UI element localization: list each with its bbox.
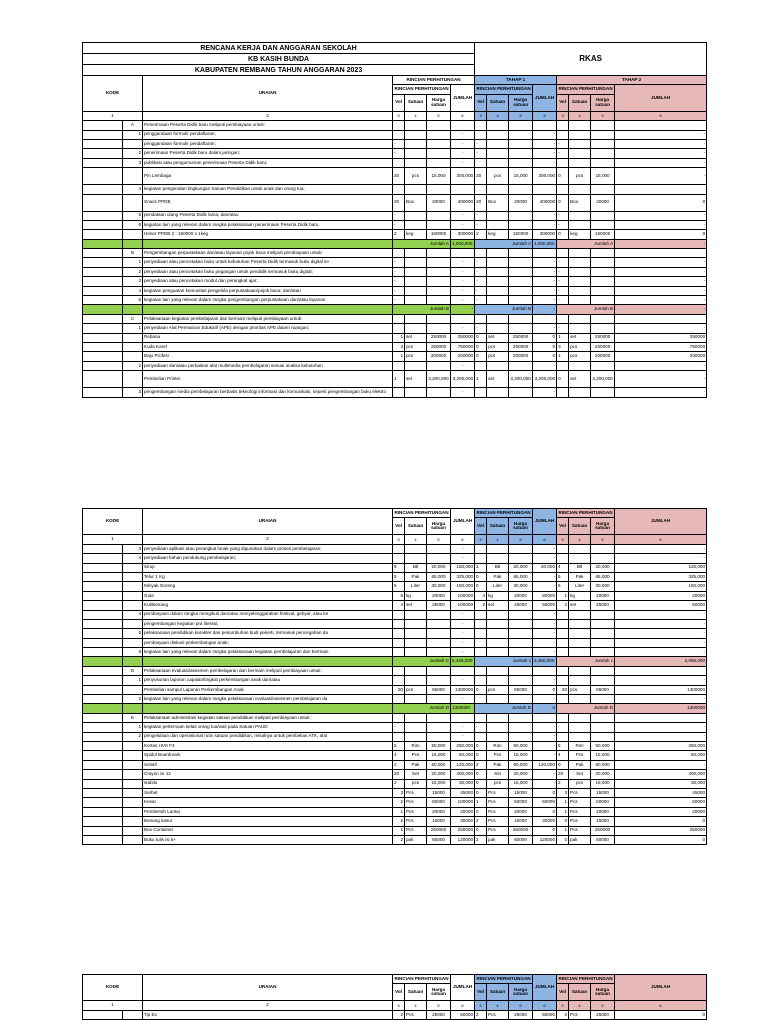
- table-row: Buku tulis isi 5+ 2 pak 60000 120000 2 pak 60000 120000 0 pak 60000 0: [83, 835, 707, 844]
- table-row: 3 publikasi atau pengumuman penerimaan Peserta Didik baru; - - -: [83, 158, 707, 167]
- table-row: 1 penggandaan formulir pendaftaran; - - -: [83, 130, 707, 139]
- col-vol-t2: Vol: [557, 94, 569, 111]
- col-jumlah: JUMLAH: [451, 85, 475, 111]
- row-label: penggandaan formulir pendaftaran;: [143, 130, 393, 139]
- row-label: Pembelian Printer: [143, 371, 393, 388]
- table-row: Kesat 2 Pcs 50000 100000 1 Pcs 50000 50000 1 Pcs 50000 50000: [83, 798, 707, 807]
- table-row: penggandaan formulir pendaftaran; - - - - - -: [83, 139, 707, 148]
- table-row: 5 kegiatan lain yang relevan dalam rangka pengembangan perpustakaan dan/atau layanan - - - - - -: [83, 296, 707, 305]
- table-row: Pembersih Lantai 1 Pcs 20000 20000 0 Pcs 20000 0 1 Pcs 20000 20000: [83, 807, 707, 816]
- table-row: Pembelian Printer 1 set 3,200,000 3,200,000 1 set 3,200,000 3,200,000 0 set 3,200,000 -: [83, 371, 707, 388]
- row-label: Rebana: [143, 333, 393, 342]
- table-row: Minyak Goreng 5 Liter 30,000 150,000 0 Liter 30,000 - 5 Liter 30,000 150,000: [83, 582, 707, 591]
- colnum-5: 5: [509, 111, 533, 120]
- table-row: pengembangan kegiatan pra literasi; - - -: [83, 619, 707, 628]
- table-row: pembiayaan diskusi perkembangan anak; - - -: [83, 638, 707, 647]
- table-row: 4 pembiayaan dalam rangka mengikuti dan/atau menyelenggarakan festival, gebyar, atau ke - - -: [83, 610, 707, 619]
- rkas-label: RKAS: [475, 43, 707, 76]
- table-row: 2 penyediaan dan/atau perbaikan alat multimedia pembelajaran sesuai analisa kebutuhan - - -: [83, 361, 707, 370]
- school-name: KB KASIH BUNDA: [83, 54, 475, 65]
- row-label: penyediaan atau pencetakan buku pegangan untuk pendidik termasuk buku digital;: [143, 267, 393, 276]
- col-rincian: RINCIAN PERHITUNGAN: [393, 76, 475, 85]
- colnum-4: 4: [569, 111, 591, 120]
- row-label: Honor PPDB 2 : 150000 x 1keg: [143, 230, 393, 239]
- row-label: penggandaan formulir pendaftaran;: [143, 139, 393, 148]
- row-label: kegiatan penguatan komunitas pengelola perpustakaan/pojok baca; dan/atau: [143, 286, 393, 295]
- table-row: 5 pendataan ulang Peserta Didik lama; dan/atau - - - - - -: [83, 211, 707, 220]
- row-label: kegiatan lain yang relevan dalam rangka pengembangan perpustakaan dan/atau layanan: [143, 296, 393, 305]
- colnum-3: 3: [393, 111, 405, 120]
- colnum-3: 3: [557, 111, 569, 120]
- col-uraian: URAIAN: [143, 509, 393, 535]
- table-row: Baju Profesi 1 pcs 200000 200000 0 pcs 200000 0 1 pcs 200000 200000: [83, 352, 707, 361]
- table-row: Crayon isi 12 20 Set 20,000 400,000 0 Set 20,000 - 20 Set 20,000 400,000: [83, 770, 707, 779]
- colnum-4: 4: [405, 111, 427, 120]
- col-harga-t1: Harga satuan: [509, 94, 533, 111]
- table-row: B Pengembangan perpustakaan dan/atau layanan pojok baca meliputi pembiayaan untuk:: [83, 249, 707, 258]
- subtotal-row: Jumlah B - Jumlah B - Jumlah B -: [83, 305, 707, 314]
- col-kode: KODE: [83, 76, 143, 112]
- section-code: A: [123, 121, 143, 130]
- row-label: pendataan ulang Peserta Didik lama; dan/atau: [143, 211, 393, 220]
- col-vol-t1: Vol: [475, 94, 487, 111]
- table-row: 2 penerimaan Peserta Didik baru dalam jaringan; - - - - - -: [83, 149, 707, 158]
- table-row: Sirup 5 Btl 20,000 150,000 1 Btl 20,000 20,000 4 Btl 20,000 120,000: [83, 563, 707, 572]
- col-satuan-t1: Satuan: [487, 94, 509, 111]
- fiscal-year: KABUPATEN REMBANG TAHUN ANGGARAN 2023: [83, 65, 475, 76]
- table-row: 4 kegiatan pengenalan lingkungan Satuan Pendidikan untuk anak dan orang tua;: [83, 185, 707, 194]
- row-label: penyediaan dan/atau perbaikan alat multimedia pembelajaran sesuai analisa kebutuhan: [143, 361, 393, 370]
- table-row: Kulitsenang 4 set 25000 100000 2 set 25000 50000 2 set 25000 50000: [83, 601, 707, 610]
- row-label: Pin Lembaga: [143, 168, 393, 185]
- row-label: publikasi atau pengumuman penerimaan Peserta Didik baru;: [143, 158, 393, 167]
- table-row: 1 penyusunan laporan capaian/tingkat perkembangan anak dan/atau - - -: [83, 676, 707, 685]
- colnum-5: 5: [427, 111, 451, 120]
- row-label: penyediaan Alat Permainan Edukatif (APE) dengan prioritas APE dalam ruangan;: [143, 324, 393, 333]
- col-jumlah-t1: JUMLAH: [533, 85, 557, 111]
- subtotal-row: Jumlah D 1300000 Jumlah D 0 Jumlah D 1300000: [83, 704, 707, 713]
- table-row: 1 kegiatan pertemuan kelas orang tua/wali pada Satuan PAUD - - - - - -: [83, 723, 707, 732]
- col-harga-t2: Harga satuan: [591, 94, 615, 111]
- table-row: 4 kegiatan penguatan komunitas pengelola perpustakaan/pojok baca; dan/atau - - - - - -: [83, 286, 707, 295]
- colnum-1: 1: [83, 111, 143, 120]
- col-jumlah-t2: JUMLAH: [615, 85, 707, 111]
- colnum-6: 6: [615, 111, 707, 120]
- section-title: Pelaksanaan kegiatan pembelajaran dan bermain meliputi pembiayaan untuk:: [143, 314, 393, 323]
- table-row: Pembelian sampul Laporan Perkembangan Anak 20 pcs 65000 1300000 0 pcs 65000 0 20 pcs 65000 1300000: [83, 685, 707, 694]
- table-row: Kuda Karet 3 pcs 250000 750000 0 pcs 250000 0 3 pcs 250000 750000: [83, 342, 707, 351]
- section-title: Penerimaan Peserta Didik baru meliputi pembiayaan untuk:: [143, 121, 393, 130]
- table-row: Snack PPDB 20 Box 20000 400000 20 Box 20000 400000 0 Box 20000 0: [83, 194, 707, 211]
- table-row: 6 kegiatan lain yang relevan dalam rangka pelaksanaan kegiatan pembelajaran dan bermain - - -: [83, 648, 707, 657]
- sheet-page-3: [82, 974, 706, 1020]
- col-satuan: Satuan: [405, 94, 427, 111]
- colnum-3: 3: [475, 111, 487, 120]
- table-row: Serbet 3 Pcs 15000 45000 0 Pcs 15000 0 3 Pcs 15000 45000: [83, 788, 707, 797]
- table-row: Telur 1 Kg 5 Pak 65,000 325,000 0 Pak 65,000 - 5 Pak 65,000 325,000: [83, 572, 707, 581]
- col-rincian-t2: RINCIAN PERHITUNGAN: [557, 85, 615, 94]
- rkas-table-1: [82, 42, 707, 398]
- table-row: 5 pelaksanaan pendidikan karakter dan penumbuhan budi pekerti, termasuk pencegahan da - - -: [83, 629, 707, 638]
- row-label: penyediaan atau pencetakan buku untuk kebutuhan Peserta Didik termasuk buku digital se: [143, 258, 393, 267]
- table-row: 3 penyediaan aplikasi atau perangkat lunak yang digunakan dalam proses pembelajaran; - - -: [83, 544, 707, 553]
- col-tahap2: TAHAP 2: [557, 76, 707, 85]
- table-row: 1 penyediaan Alat Permainan Edukatif (APE) dengan prioritas APE dalam ruangan; - - - - -: [83, 324, 707, 333]
- table-row: 2 penyediaan atau pencetakan buku pegangan untuk pendidik termasuk buku digital; - - - - - -: [83, 267, 707, 276]
- section-title: Pelaksanaan evaluasi/asesmen pembelajaran dan bermain meliputi pembiayaan untuk:: [143, 666, 393, 675]
- table-row: 2 kegiatan lain yang relevan dalam rangka pelaksanaan evaluasi/asesmen pembelajaran da - - -: [83, 695, 707, 704]
- row-label: penerimaan Peserta Didik baru dalam jaringan;: [143, 149, 393, 158]
- table-row: D Pelaksanaan evaluasi/asesmen pembelajaran dan bermain meliputi pembiayaan untuk:: [83, 666, 707, 675]
- colnum-6: 6: [533, 111, 557, 120]
- table-row: Kertas HVS F4 5 Rim 50,000 250,000 0 Rim 50,000 - 5 Rim 50,000 250,000: [83, 741, 707, 750]
- table-row: Benang kasur 2 Pcs 15000 30000 2 Pcs 15000 30000 0 Pcs 15000 0: [83, 817, 707, 826]
- table-row: C Pelaksanaan kegiatan pembelajaran dan bermain meliputi pembiayaan untuk:: [83, 314, 707, 323]
- row-label: kegiatan pengenalan lingkungan Satuan Pendidikan untuk anak dan orang tua;: [143, 185, 393, 194]
- table-row: Selotif 2 Pak 60,000 120,000 2 Pak 60,000 120,000 0 Pak 60,000 -: [83, 760, 707, 769]
- colnum-4: 4: [487, 111, 509, 120]
- colnum-2: 2: [143, 111, 393, 120]
- col-vol: Vol: [393, 94, 405, 111]
- table-row: Spidol Boardmark 4 Pcs 15,000 60,000 0 Pcs 15,000 - 4 Pcs 15,000 60,000: [83, 751, 707, 760]
- col-kode: KODE: [83, 509, 143, 535]
- table-row: 2 pengelolaan dan operasional rutin satuan pendidikan, misalnya untuk pembelian ATK, alat - - -: [83, 732, 707, 741]
- subtotal-row: Jumlah A 1,000,000 Jumlah A 1,000,000 Jumlah A -: [83, 239, 707, 248]
- table-row: Honor PPDB 2 : 150000 x 1keg 2 keg 150000 300000 2 keg 150000 300000 0 keg 150000 0: [83, 230, 707, 239]
- rkas-table-3: KODE URAIAN RINCIAN PERHITUNGAN JUMLAH RINCIAN PERHITUNGAN JUMLAH RINCIAN PERHITUNGAN JUMLAH Vol Satuan Harga satuan Vol Satuan Harga satuan Vol Satuan Harga satuan 1 2 3 4 5 6 3 4 5 6 3 4 5 6 Tip Ex 2 Pcs 25000 50000 2 Pcs 25000 50000 0 Pcs 25000 0: [82, 974, 707, 1020]
- table-row: stabilo 2 pcs 15,000 30,000 0 pcs 15,000 - 2 pcs 15,000 30,000: [83, 779, 707, 788]
- subtotal-row: Jumlah C 5,425,000 Jumlah c 3,360,000 Jumlah c 2,065,000: [83, 657, 707, 666]
- row-label: Baju Profesi: [143, 352, 393, 361]
- sheet-page-2: [82, 508, 706, 845]
- table-row: [83, 121, 707, 130]
- row-label: pengembangan media pembelajaran berbasis teknologi informasi dan komunikasi, seperti pengembangan buku elektro: [143, 388, 393, 397]
- rkas-table-2: KODE URAIAN RINCIAN PERHITUNGAN JUMLAH RINCIAN PERHITUNGAN JUMLAH RINCIAN PERHITUNGAN JUMLAH Vol Satuan Harga satuan Vol Satuan Harga satuan Vol Satuan Harga satuan 1 2 3 4 5 6 3 4 5 6 3 4 5 6 3 penyediaan aplikasi atau perangkat lunak yang digunakan dalam proses pembelajaran; - - - 4 penyediaan bahan pendukung pembelajaran; - - - Sirup 5 Btl 20,000 150,000 1 Btl 20,000 20,000 4 Btl 20,000 120,000 Telur 1 Kg 5 Pak 65,000 325,000 0 Pak 65,000 - 5 Pak 65,000 325,000 Minyak Goreng 5 Liter 30,000 150,000 0 Liter 30,000 - 5 Liter 30,000 150,000 Gula 5 kg 20000 100000 4 kg 20000 80000 1 kg 20000 20000 Kulitsenang 4 set 25000 100000 2 set 25000 50000 2 set 25000 50000 4 pembiayaan dalam rangka mengikuti dan/atau menyelenggarakan festival, gebyar, atau ke - - - pengembangan kegiatan pra literasi; - - - 5 pelaksanaan pendidikan karakter dan penumbuhan budi pekerti, termasuk pencegahan da - - - pembiayaan diskusi perkembangan anak; - - - 6 kegiatan lain yang relevan dalam rangka pelaksanaan kegiatan pembelajaran dan bermain - - - Jumlah C 5,425,000 Jumlah c 3,360,000 Jumlah c 2,065,000 D Pelaksanaan evaluasi/asesmen pembelajaran dan bermain meliputi pembiayaan untuk: 1 penyusunan laporan capaian/tingkat perkembangan anak dan/atau - - - Pembelian sampul Laporan Perkembangan Anak 20 pcs 65000 1300000 0 pcs 65000 0 20 pcs 65000 1300000 2 kegiatan lain yang relevan dalam rangka pelaksanaan evaluasi/asesmen pembelajaran da - - - Jumlah D 1300000 Jumlah D 0 Jumlah D 1300000 E Pelaksanaan administrasi kegiatan satuan pendidikan meliputi pembiayaan untuk: 1 kegiatan pertemuan kelas orang tua/wali pada Satuan PAUD - - - - - - 2 pengelolaan dan operasional rutin satuan pendidikan, misalnya untuk pembelian ATK, alat - - - Kertas HVS F4 5 Rim 50,000 250,000 0 Rim 50,000 - 5 Rim 50,000 250,000 Spidol Boardmark 4 Pcs 15,000 60,000 0 Pcs 15,000 - 4 Pcs 15,000 60,000 Selotif 2 Pak 60,000 120,000 2 Pak 60,000 120,000 0 Pak 60,000 - Crayon isi 12 20 Set 20,000 400,000 0 Set 20,000 - 20 Set 20,000 400,000 stabilo 2 pcs 15,000 30,000 0 pcs 15,000 - 2 pcs 15,000 30,000 Serbet 3 Pcs 15000 45000 0 Pcs 15000 0 3 Pcs 15000 45000 Kesat 2 Pcs 50000 100000 1 Pcs 50000 50000 1 Pcs 50000 50000 Pembersih Lantai 1 Pcs 20000 20000 0 Pcs 20000 0 1 Pcs 20000 20000 Benang kasur 2 Pcs 15000 30000 2 Pcs 15000 30000 0 Pcs 15000 0 Box Container 1 Pcs 250000 250000 0 Pcs 250000 0 1 Pcs 250000 250000 Buku tulis isi 5+ 2 pak 60000 120000 2 pak 60000 120000 0 pak 60000 0: [82, 508, 707, 845]
- col-satuan-t2: Satuan: [569, 94, 591, 111]
- table-row: Tip Ex 2 Pcs 25000 50000 2 Pcs 25000 50000 0 Pcs 25000 0: [83, 1010, 707, 1019]
- row-label: Snack PPDB: [143, 194, 393, 211]
- row-label: kegiatan lain yang relevan dalam rangka pelaksanaan penerimaan Peserta Didik baru.: [143, 220, 393, 229]
- row-label: Kuda Karet: [143, 342, 393, 351]
- table-row: Pin Lembaga 20 pcs 15,000 300,000 20 pcs 15,000 300,000 0 pcs 15,000 -: [83, 168, 707, 185]
- table-row: 1 penyediaan atau pencetakan buku untuk kebutuhan Peserta Didik termasuk buku digital se - - - - - -: [83, 258, 707, 267]
- sheet-page-1: [82, 42, 706, 398]
- col-uraian: URAIAN: [143, 76, 393, 112]
- table-row: 3 penyediaan atau pencetakan modul dan perangkat ajar; - - - - - -: [83, 277, 707, 286]
- section-title: Pelaksanaan administrasi kegiatan satuan pendidikan meliputi pembiayaan untuk:: [143, 713, 393, 722]
- row-label: penyediaan atau pencetakan modul dan perangkat ajar;: [143, 277, 393, 286]
- colnum-6: 6: [451, 111, 475, 120]
- table-row: E Pelaksanaan administrasi kegiatan satuan pendidikan meliputi pembiayaan untuk:: [83, 713, 707, 722]
- col-rincian-t1: RINCIAN PERHITUNGAN: [475, 85, 533, 94]
- table-row: 4 penyediaan bahan pendukung pembelajaran; - - -: [83, 554, 707, 563]
- col-rincian-sub: RINCIAN PERHITUNGAN: [393, 85, 451, 94]
- doc-title: RENCANA KERJA DAN ANGGARAN SEKOLAH: [83, 43, 475, 54]
- table-row: 3 pengembangan media pembelajaran berbasis teknologi informasi dan komunikasi, seperti pengembangan buku elektro - - -: [83, 388, 707, 397]
- table-row: Gula 5 kg 20000 100000 4 kg 20000 80000 1 kg 20000 20000: [83, 591, 707, 600]
- colnum-5: 5: [591, 111, 615, 120]
- col-tahap1: TAHAP 1: [475, 76, 557, 85]
- table-row: 6 kegiatan lain yang relevan dalam rangka pelaksanaan penerimaan Peserta Didik baru. - - - - - -: [83, 220, 707, 229]
- table-row: Rebana 1 set 250000 250000 0 set 250000 0 1 set 250000 250000: [83, 333, 707, 342]
- col-harga: Harga satuan: [427, 94, 451, 111]
- table-row: Box Container 1 Pcs 250000 250000 0 Pcs 250000 0 1 Pcs 250000 250000: [83, 826, 707, 835]
- section-title: Pengembangan perpustakaan dan/atau layanan pojok baca meliputi pembiayaan untuk:: [143, 249, 393, 258]
